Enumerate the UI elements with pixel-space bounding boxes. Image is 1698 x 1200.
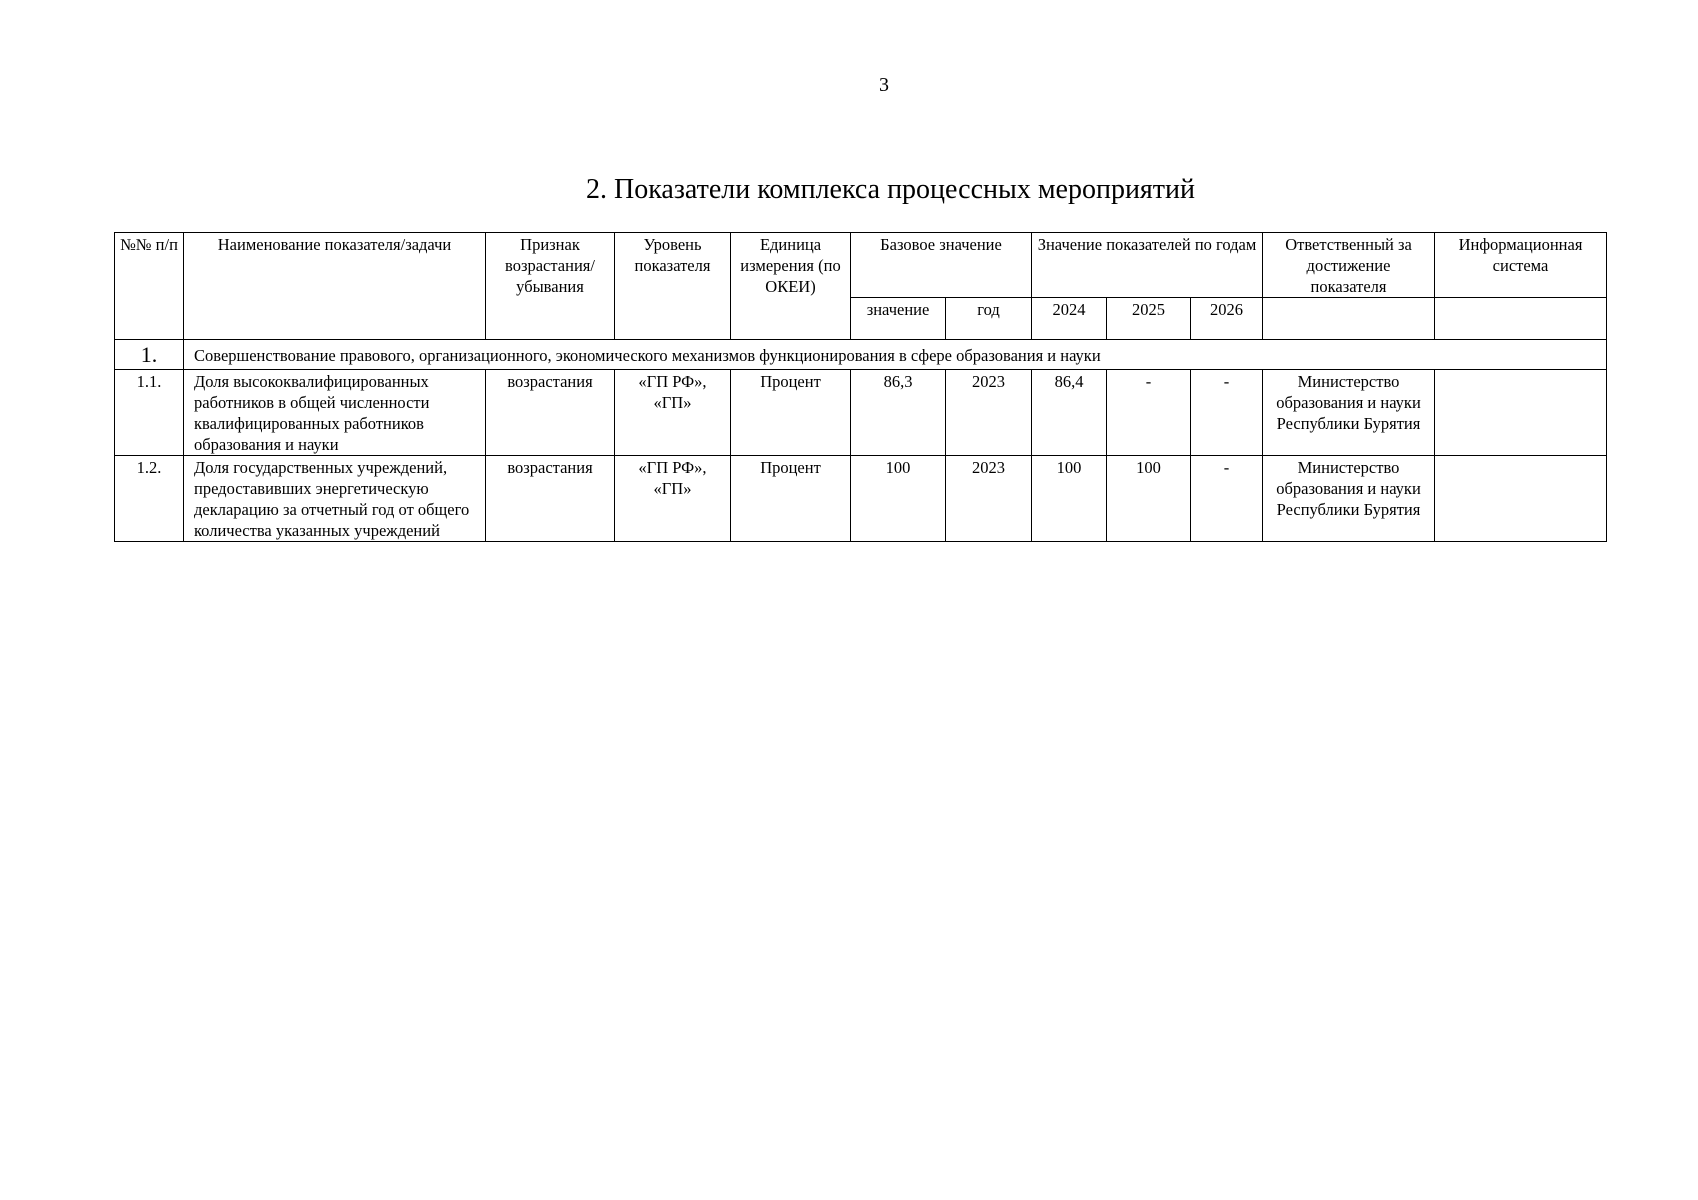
header-base-value: значение (851, 298, 946, 340)
header-year-2025: 2025 (1107, 298, 1191, 340)
row-info-system (1435, 370, 1607, 456)
row-name: Доля государственных учреждений, предоставивших энергетическую декларацию за отчетный год от общего количества указанных учреждений (184, 456, 486, 542)
row-value-2026: - (1191, 370, 1263, 456)
table-row (115, 370, 1607, 456)
header-trend: Признак возрастания/ убывания (486, 233, 615, 340)
header-num: №№ п/п (115, 233, 184, 340)
row-num: 1.1. (115, 370, 184, 456)
row-base-year: 2023 (946, 370, 1032, 456)
table-header-row (115, 233, 1607, 298)
header-year-2026: 2026 (1191, 298, 1263, 340)
section-title: 2. Показатели комплекса процессных мероприятий (586, 174, 1196, 205)
header-base: Базовое значение (851, 233, 1032, 298)
header-name: Наименование показателя/задачи (184, 233, 486, 340)
row-responsible: Министерство образования и науки Республики Бурятия (1263, 456, 1435, 542)
row-value-2024: 86,4 (1032, 370, 1107, 456)
row-trend: возрастания (486, 456, 615, 542)
header-year-2024: 2024 (1032, 298, 1107, 340)
row-name: Доля высококвалифицированных работников в общей численности квалифицированных работников образования и науки (184, 370, 486, 456)
row-info-system (1435, 456, 1607, 542)
row-level: «ГП РФ», «ГП» (615, 456, 731, 542)
task-num: 1. (115, 340, 184, 370)
header-base-year: год (946, 298, 1032, 340)
row-num: 1.2. (115, 456, 184, 542)
row-unit: Процент (731, 456, 851, 542)
task-text: Совершенствование правового, организационного, экономического механизмов функционирования в сфере образования и науки (184, 340, 1607, 370)
row-value-2025: 100 (1107, 456, 1191, 542)
header-info-system-empty (1435, 298, 1607, 340)
row-responsible: Министерство образования и науки Республики Бурятия (1263, 370, 1435, 456)
header-unit: Единица измерения (по ОКЕИ) (731, 233, 851, 340)
row-base-value: 86,3 (851, 370, 946, 456)
row-value-2026: - (1191, 456, 1263, 542)
task-row (115, 340, 1607, 370)
page-number: 3 (879, 74, 889, 96)
indicators-table (114, 232, 1607, 542)
row-unit: Процент (731, 370, 851, 456)
table-row (115, 456, 1607, 542)
header-level: Уровень показателя (615, 233, 731, 340)
row-value-2025: - (1107, 370, 1191, 456)
row-level: «ГП РФ», «ГП» (615, 370, 731, 456)
row-trend: возрастания (486, 370, 615, 456)
header-values-by-year: Значение показателей по годам (1032, 233, 1263, 298)
header-info-system: Информационная система (1435, 233, 1607, 298)
row-value-2024: 100 (1032, 456, 1107, 542)
row-base-value: 100 (851, 456, 946, 542)
header-responsible: Ответственный за достижение показателя (1263, 233, 1435, 298)
header-responsible-empty (1263, 298, 1435, 340)
row-base-year: 2023 (946, 456, 1032, 542)
